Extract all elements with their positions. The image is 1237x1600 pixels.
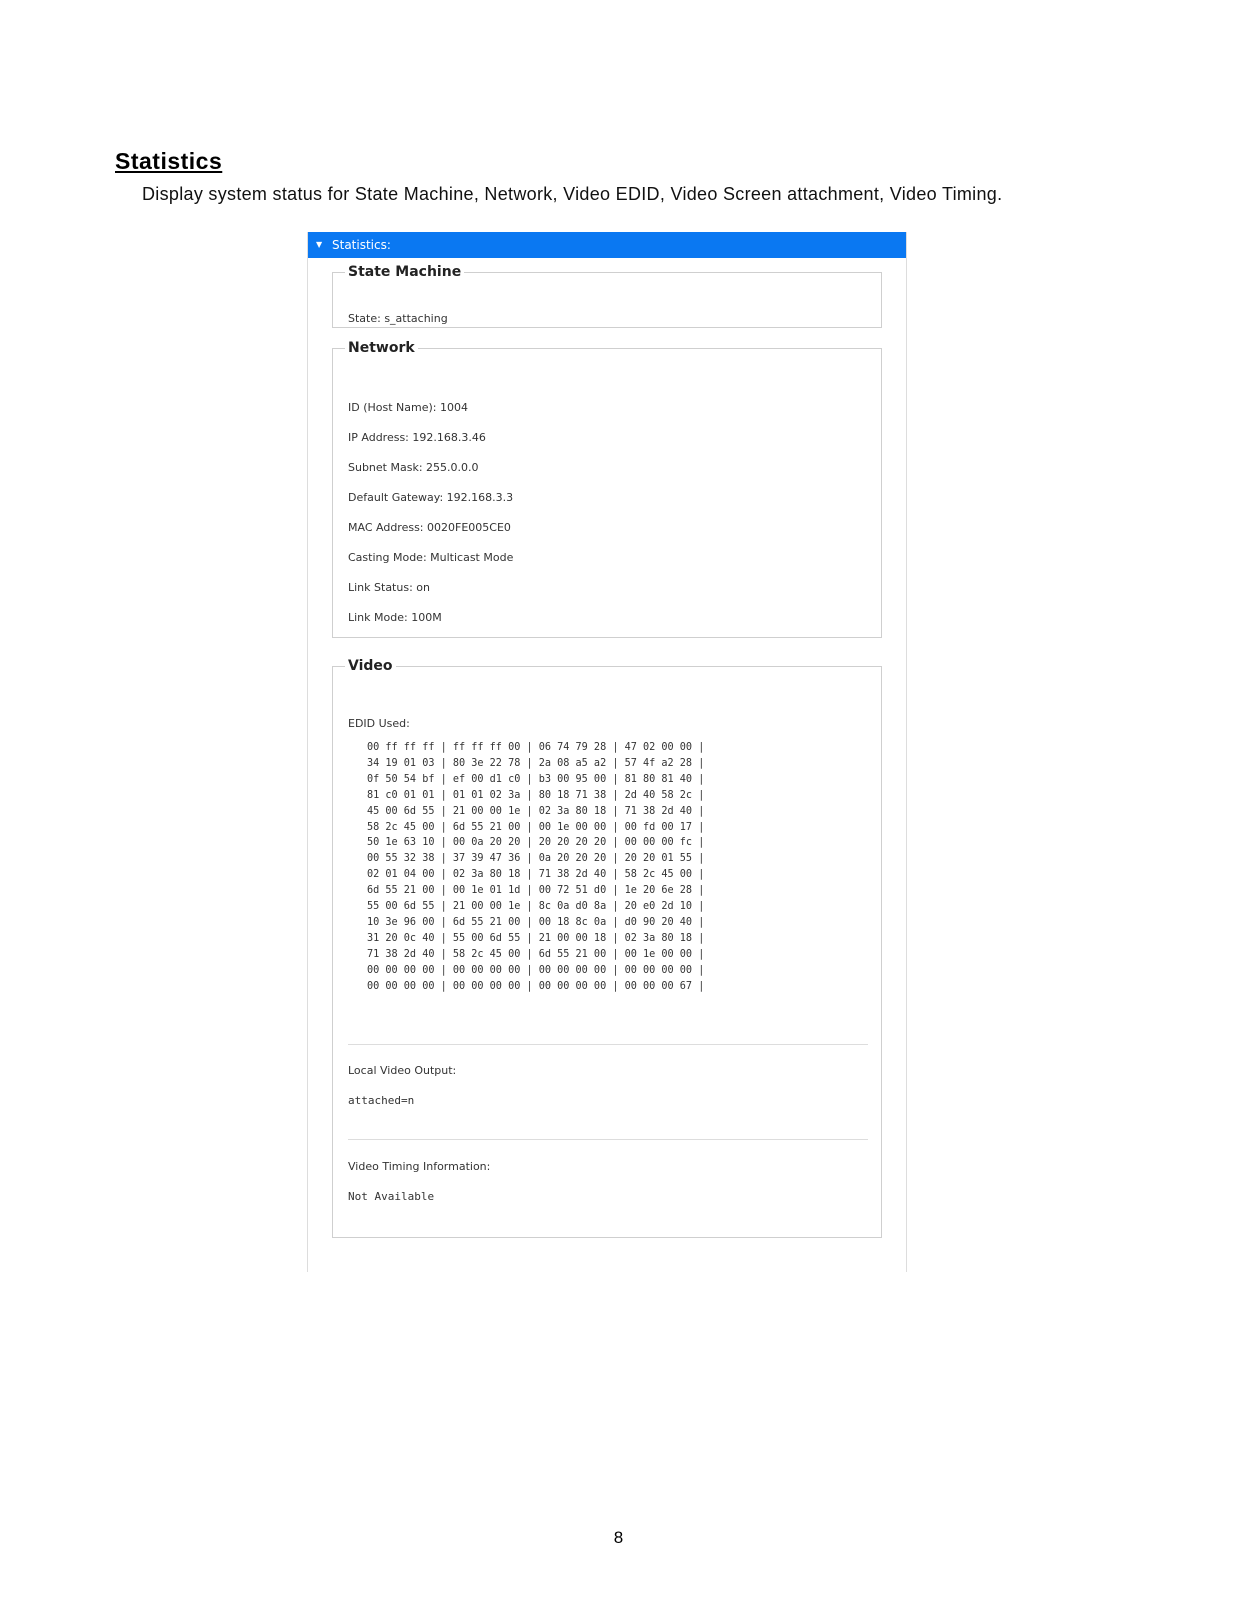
state-value: State: s_attaching: [348, 312, 448, 325]
state-machine-title: State Machine: [348, 264, 462, 280]
network-group: [332, 340, 882, 638]
divider: [348, 1044, 868, 1045]
video-timing-label: Video Timing Information:: [348, 1160, 491, 1173]
divider: [348, 1139, 868, 1140]
section-heading: Statistics: [115, 148, 223, 174]
link-mode-line: Link Mode: 100M: [348, 611, 442, 624]
casting-mode-line: Casting Mode: Multicast Mode: [348, 551, 514, 564]
mac-address-line: MAC Address: 0020FE005CE0: [348, 521, 511, 534]
local-video-output-label: Local Video Output:: [348, 1064, 457, 1077]
video-group: [332, 658, 882, 1238]
caret-down-icon: ▼: [316, 240, 323, 249]
network-title: Network: [348, 340, 415, 356]
edid-hex-dump: 00 ff ff ff | ff ff ff 00 | 06 74 79 28 | 47 02 00 00 | 34 19 01 03 | 80 3e 22 78 | 2a 08 a5 a2 | 57 4f a2 28 | 0f 50 54 bf | ef 00 d1 c0 | b3 00 95 00 | 81 80 81 40 | 81 c0 01 01 | 01 01 02 3a | 80 18 71 38 | 2d 40 58 2c | 45 00 6d 55 | 21 00 00 1e | 02 3a 80 18 | 71 38 2d 40 | 58 2c 45 00 | 6d 55 21 00 | 00 1e 00 00 | 00 fd 00 17 | 50 1e 63 10 | 00 0a 20 20 | 20 20 20 20 | 00 00 00 fc | 00 55 32 38 | 37 39 47 36 | 0a 20 20 20 | 20 20 01 55 | 02 01 04 00 | 02 3a 80 18 | 71 38 2d 40 | 58 2c 45 00 | 6d 55 21 00 | 00 1e 01 1d | 00 72 51 d0 | 1e 20 6e 28 | 55 00 6d 55 | 21 00 00 1e | 8c 0a d0 8a | 20 e0 2d 10 | 10 3e 96 00 | 6d 55 21 00 | 00 18 8c 0a | d0 90 20 40 | 31 20 0c 40 | 55 00 6d 55 | 21 00 00 18 | 02 3a 80 18 | 71 38 2d 40 | 58 2c 45 00 | 6d 55 21 00 | 00 1e 00 00 | 00 00 00 00 | 00 00 00 00 | 00 00 00 00 | 00 00 00 00 | 00 00 00 00 | 00 00 00 00 | 00 00 00 00 | 00 00 00 67 |: [367, 742, 705, 992]
ip-address-line: IP Address: 192.168.3.46: [348, 431, 486, 444]
default-gateway-line: Default Gateway: 192.168.3.3: [348, 491, 514, 504]
section-description: Display system status for State Machine, Network, Video EDID, Video Screen attachment, Video Timing.: [142, 184, 1003, 204]
video-title: Video: [348, 658, 393, 674]
statistics-panel-header[interactable]: [308, 232, 906, 258]
panel-header-label: Statistics:: [332, 238, 391, 252]
subnet-mask-line: Subnet Mask: 255.0.0.0: [348, 461, 479, 474]
local-video-output-value: attached=n: [348, 1094, 415, 1107]
page-number: 8: [613, 1528, 624, 1547]
state-machine-group: [332, 264, 882, 328]
edid-label: EDID Used:: [348, 717, 410, 730]
statistics-panel: [307, 232, 907, 1272]
host-name-line: ID (Host Name): 1004: [348, 401, 468, 414]
link-status-line: Link Status: on: [348, 581, 430, 594]
video-timing-value: Not Available: [348, 1190, 435, 1203]
